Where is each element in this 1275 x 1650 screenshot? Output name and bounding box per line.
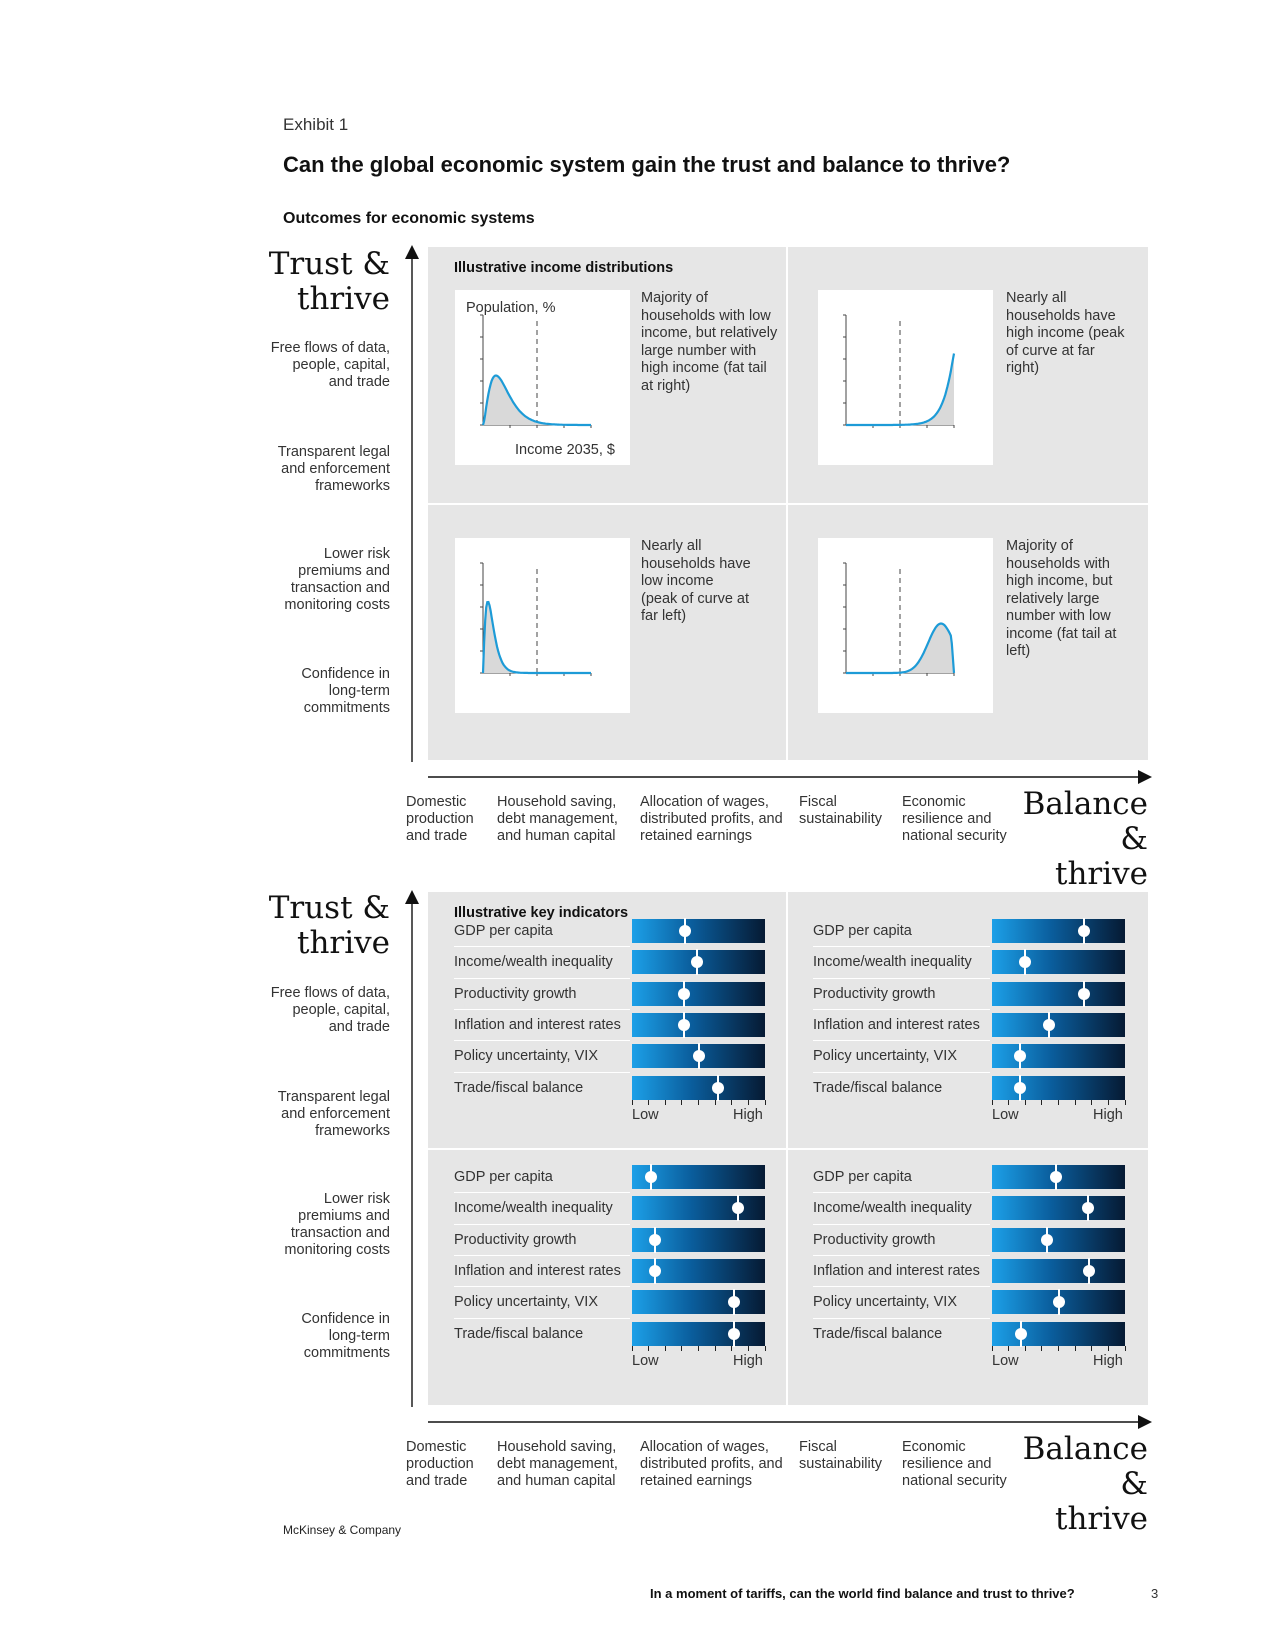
- indicator-label: Trade/fiscal balance: [454, 1325, 584, 1342]
- page-number: 3: [1151, 1586, 1159, 1601]
- y-factor: Confidence in long-term commitments: [301, 666, 390, 716]
- indicator-label: Income/wealth inequality: [813, 954, 972, 971]
- x-axis-title-top: [1022, 787, 1148, 892]
- indicator-label: Inflation and interest rates: [813, 1016, 980, 1033]
- x-factor: Household saving, debt management, and human capital: [497, 1439, 618, 1489]
- exhibit-label: Exhibit 1: [283, 115, 349, 134]
- dist-y-axis-label: Population, %: [466, 300, 556, 316]
- dist-curve-bottom-right: [843, 563, 954, 676]
- y-factor: Lower risk premiums and transaction and monitoring costs: [284, 546, 390, 613]
- scale-low-label: Low: [632, 1352, 659, 1369]
- dist-curve-top-left: [480, 315, 591, 428]
- scale-high-label: High: [1093, 1352, 1123, 1369]
- y-factor: Confidence in long-term commitments: [301, 1311, 390, 1361]
- indicators-heading: Illustrative key indicators: [454, 905, 629, 921]
- indicator-label: Productivity growth: [813, 985, 936, 1002]
- dist-area: [483, 376, 591, 426]
- y-factor: Free flows of data, people, capital, and trade: [270, 985, 390, 1035]
- scale-high-label: High: [1093, 1106, 1123, 1123]
- dist-description-top-left: Majority of households with low income, but relatively large number with high income (fat tail at right): [641, 290, 778, 394]
- indicator-label: Policy uncertainty, VIX: [454, 1048, 598, 1065]
- x-factor: Domestic production and trade: [406, 794, 474, 844]
- indicator-label: Income/wealth inequality: [454, 1200, 613, 1217]
- y-axis-title-line2: thrive: [296, 281, 390, 317]
- quadrant-divider-horizontal: [428, 1148, 1148, 1150]
- y-factor: Free flows of data, people, capital, and trade: [270, 340, 390, 390]
- scale-high-label: High: [733, 1352, 763, 1369]
- y-factor: Transparent legal and enforcement frameworks: [277, 1089, 390, 1139]
- chart-subtitle: Outcomes for economic systems: [283, 210, 535, 227]
- indicator-label: Trade/fiscal balance: [454, 1079, 584, 1096]
- scale-low-label: Low: [992, 1352, 1019, 1369]
- x-factor: Allocation of wages, distributed profits, and retained earnings: [640, 794, 783, 844]
- indicator-label: Trade/fiscal balance: [813, 1325, 943, 1342]
- indicator-label: Productivity growth: [813, 1231, 936, 1248]
- x-axis-title-line2: & thrive: [1054, 1466, 1148, 1537]
- x-factor: Domestic production and trade: [406, 1439, 474, 1489]
- dist-curve-bottom-left: [480, 563, 591, 676]
- indicator-label: GDP per capita: [454, 1169, 553, 1185]
- x-factor: Economic resilience and national security: [902, 794, 1007, 844]
- y-axis-title-line1: Trust &: [268, 890, 390, 926]
- y-axis-title-line1: Trust &: [268, 246, 390, 282]
- indicator-label: GDP per capita: [813, 1169, 912, 1185]
- x-axis-title-line1: Balance: [1022, 786, 1148, 822]
- x-factor: Fiscal sustainability: [799, 1439, 883, 1472]
- distributions-heading: Illustrative income distributions: [454, 260, 674, 276]
- indicator-label: Income/wealth inequality: [454, 954, 613, 971]
- x-factor: Allocation of wages, distributed profits, and retained earnings: [640, 1439, 783, 1489]
- indicator-label: Productivity growth: [454, 1231, 577, 1248]
- indicator-label: Inflation and interest rates: [813, 1262, 980, 1279]
- indicator-label: Policy uncertainty, VIX: [454, 1294, 598, 1311]
- indicator-label: Inflation and interest rates: [454, 1016, 621, 1033]
- x-axis-title-bottom: [1022, 1432, 1148, 1537]
- y-factor: Transparent legal and enforcement frameworks: [277, 444, 390, 494]
- x-axis-title-line1: Balance: [1022, 1431, 1148, 1467]
- x-factor: Economic resilience and national security: [902, 1439, 1007, 1489]
- y-axis-title-line2: thrive: [296, 925, 390, 961]
- x-factor: Fiscal sustainability: [799, 794, 883, 827]
- dist-curve-top-right: [843, 315, 954, 428]
- scale-low-label: Low: [632, 1106, 659, 1123]
- indicator-label: Policy uncertainty, VIX: [813, 1048, 957, 1065]
- indicator-label: Productivity growth: [454, 985, 577, 1002]
- x-factor: Household saving, debt management, and human capital: [497, 794, 618, 844]
- indicator-label: Inflation and interest rates: [454, 1262, 621, 1279]
- y-axis-title-bottom: [265, 891, 390, 961]
- dist-description-bottom-right: Majority of households with high income, but relatively large number with low income (fat tail at left): [1006, 538, 1117, 659]
- indicator-label: Trade/fiscal balance: [813, 1079, 943, 1096]
- indicator-label: GDP per capita: [813, 923, 912, 939]
- page-title: Can the global economic system gain the trust and balance to thrive?: [283, 152, 1011, 177]
- scale-low-label: Low: [992, 1106, 1019, 1123]
- brand-logo: McKinsey & Company: [283, 1523, 402, 1537]
- indicator-label: Income/wealth inequality: [813, 1200, 972, 1217]
- dist-description-top-right: Nearly all households have high income (peak of curve at far right): [1006, 290, 1125, 376]
- scale-high-label: High: [733, 1106, 763, 1123]
- indicator-label: GDP per capita: [454, 923, 553, 939]
- dist-description-bottom-left: Nearly all households have low income (peak of curve at far left): [641, 538, 751, 624]
- x-axis-title-line2: & thrive: [1054, 821, 1148, 892]
- dist-x-axis-label: Income 2035, $: [515, 442, 615, 458]
- indicator-label: Policy uncertainty, VIX: [813, 1294, 957, 1311]
- dist-area: [846, 624, 954, 674]
- footer-question: In a moment of tariffs, can the world find balance and trust to thrive?: [650, 1586, 1075, 1601]
- y-factor: Lower risk premiums and transaction and monitoring costs: [284, 1191, 390, 1258]
